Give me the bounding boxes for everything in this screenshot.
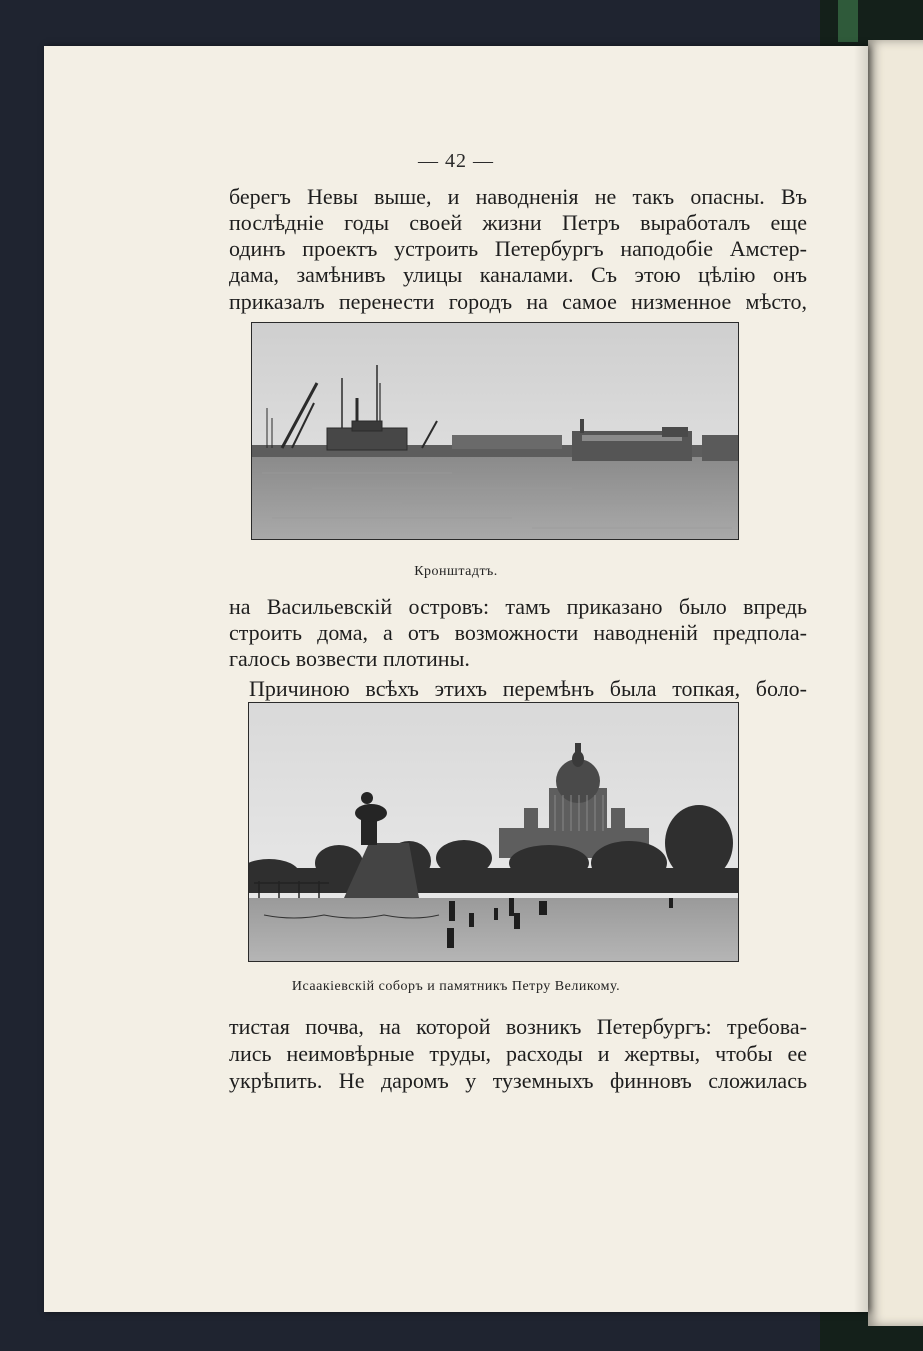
text-line: Причиною всѣхъ этихъ перемѣнъ была топкая, боло-: [249, 676, 807, 701]
figure-caption: Исаакіевскій соборъ и памятникъ Петру Великому.: [291, 979, 621, 994]
text-line: укрѣпить. Не даромъ у туземныхъ финновъ сложилась: [229, 1068, 807, 1093]
figure-caption: Кронштадтъ.: [414, 564, 498, 579]
page-number: — 42 —: [418, 150, 494, 172]
text-line: дама, замѣнивъ улицы каналами. Съ этою цѣлію онъ: [229, 262, 807, 287]
book-page: [44, 46, 868, 1312]
st-isaac-cathedral-photo: [248, 702, 739, 962]
text-line: на Васильевскій островъ: тамъ приказано было впредь: [229, 594, 807, 619]
text-line: тистая почва, на которой возникъ Петербургъ: требова-: [229, 1014, 807, 1039]
text-line: приказалъ перенести городъ на самое низменное мѣсто,: [229, 289, 807, 314]
kronstadt-photo: [251, 322, 739, 540]
cover-corner: [838, 0, 858, 42]
text-line: послѣдніе годы своей жизни Петръ выработалъ еще: [229, 210, 807, 235]
text-line: лись неимовѣрные труды, расходы и жертвы, чтобы ее: [229, 1041, 807, 1066]
adjacent-page-edge: [868, 40, 923, 1326]
text-line: галось возвести плотины.: [229, 646, 470, 671]
text-line: одинъ проектъ устроить Петербургъ наподобіе Амстер-: [229, 236, 807, 261]
text-line: берегъ Невы выше, и наводненія не такъ опасны. Въ: [229, 184, 807, 209]
text-line: строить дома, а отъ возможности наводненій предпола-: [229, 620, 807, 645]
